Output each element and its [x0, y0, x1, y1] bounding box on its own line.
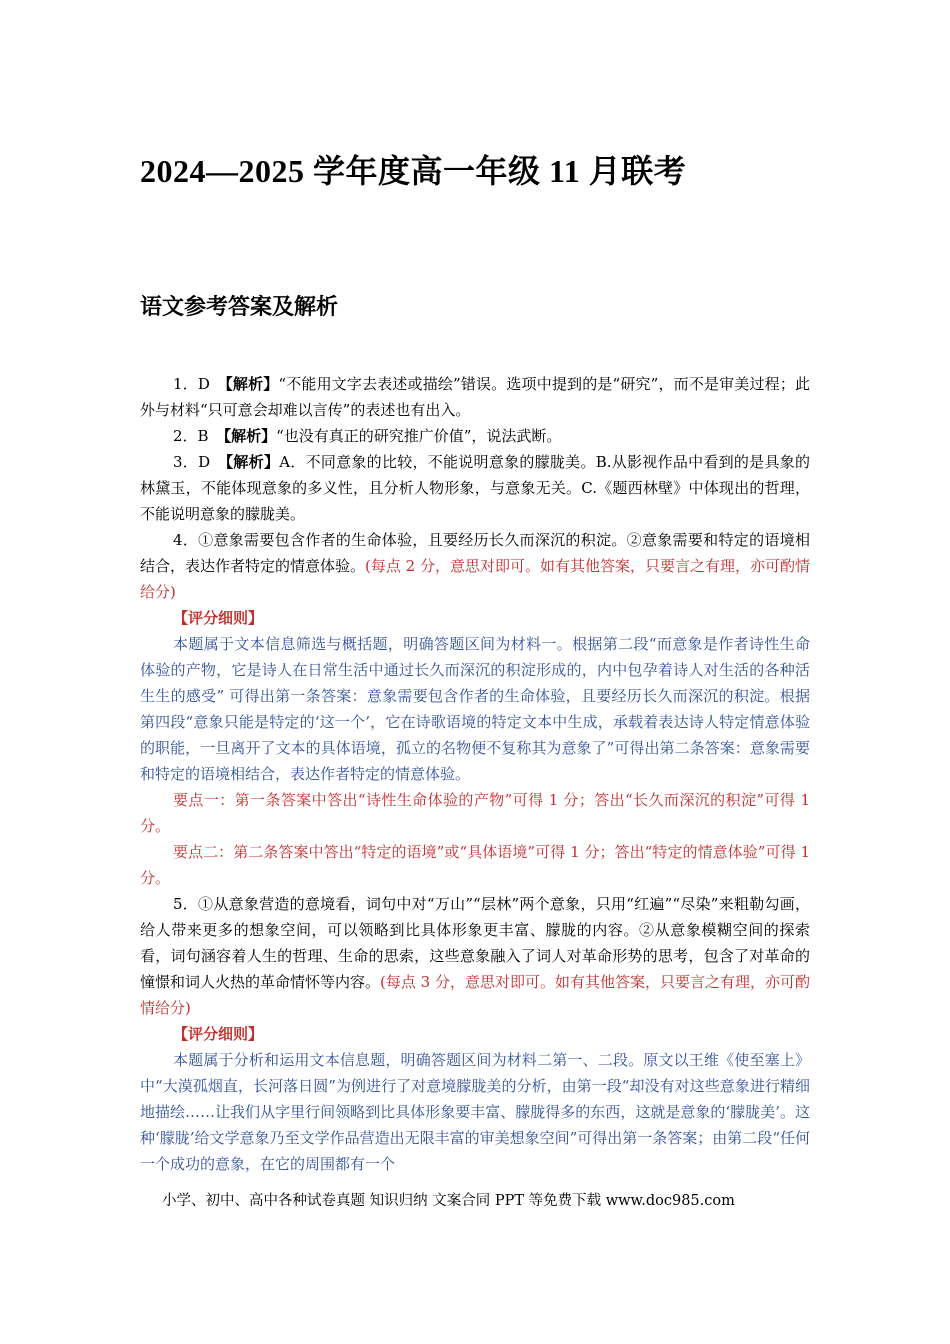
answer-2-head: 2．B [173, 427, 224, 445]
page-footer: 小学、初中、高中各种试卷真题 知识归纳 文案合同 PPT 等免费下载 www.doc985.com [162, 1193, 735, 1209]
answer-5 [140, 891, 810, 1021]
page-subtitle: 语文参考答案及解析 [140, 295, 339, 320]
answer-3 [140, 449, 810, 527]
answer-1-tag: 【解析】 [225, 375, 279, 393]
answer-4-point-1: 要点一：第一条答案中答出“诗性生命体验的产物”可得 1 分；答出“长久而深沉的积淀”可得 1 分。 [140, 791, 810, 835]
answer-body [140, 371, 810, 1177]
answer-3-head: 3．D [173, 453, 226, 471]
answer-4-score-note: (每点 2 分，意思对即可。如有其他答案，只要言之有理，亦可酌情给分) [140, 557, 810, 601]
answer-4-text: 4．①意象需要包含作者的生命体验，且要经历长久而深沉的积淀。②意象需要和特定的语境相结合，表达作者特定的情意体验。 [140, 531, 810, 575]
answer-1-text: “不能用文字去表述或描绘”错误。选项中提到的是“研究”，而不是审美过程；此外与材料“只可意会却难以言传”的表述也有出入。 [140, 375, 810, 419]
answer-1 [140, 371, 810, 423]
answer-5-explanation: 本题属于分析和运用文本信息题，明确答题区间为材料二第一、二段。原文以王维《使至塞上》中“大漠孤烟直，长河落日圆”为例进行了对意境朦胧美的分析，由第一段“却没有对这些意象进行精细地描绘……让我们从字里行间领略到比具体形象要丰富、朦胧得多的东西，这就是意象的‘朦胧美’。这种‘朦胧’给文学意象乃至文学作品营造出无限丰富的审美想象空间”可得出第一条答案；由第二段“任何一个成功的意象，在它的周围都有一个 [140, 1051, 810, 1173]
answer-2-tag: 【解析】 [223, 427, 277, 445]
answer-5-score-note: (每点 3 分，意思对即可。如有其他答案，只要言之有理，亦可酌情给分) [140, 973, 810, 1017]
answer-5-rules-label: 【评分细则】 [173, 1025, 264, 1043]
answer-2 [140, 423, 810, 449]
page-title: 2024—2025 学年度高一年级 11 月联考 [140, 153, 687, 189]
answer-3-tag: 【解析】 [225, 453, 280, 471]
answer-4-explanation: 本题属于文本信息筛选与概括题，明确答题区间为材料一。根据第二段“而意象是作者诗性生命体验的产物，它是诗人在日常生活中通过长久而深沉的积淀形成的，内中包孕着诗人对生活的各种活生生的感受” 可得出第一条答案：意象需要包含作者的生命体验，且要经历长久而深沉的积淀。根据第四段“意象只能是特定的‘这一个’，它在诗歌语境的特定文本中生成，承载着表达诗人特定情意体验的职能，一旦离开了文本的具体语境，孤立的名物便不复称其为意象了”可得出第二条答案：意象需要和特定的语境相结合，表达作者特定的情意体验。 [140, 635, 810, 783]
answer-4 [140, 527, 810, 605]
answer-1-head: 1．D [173, 375, 226, 393]
answer-4-rules-label: 【评分细则】 [173, 609, 264, 627]
answer-5-text: 5．①从意象营造的意境看，词句中对“万山”“层林”两个意象，只用“红遍”“尽染”来粗勒勾画，给人带来更多的想象空间，可以领略到比具体形象更丰富、朦胧的内容。②从意象模糊空间的探索看，词句涵容着人生的哲理、生命的思索，这些意象融入了词人对革命形势的思考，包含了对革命的憧憬和词人火热的革命情怀等内容。 [140, 895, 810, 991]
answer-3-text: A．不同意象的比较，不能说明意象的朦胧美。B.从影视作品中看到的是具象的林黛玉，不能体现意象的多义性，且分析人物形象，与意象无关。C.《题西林壁》中体现出的哲理，不能说明意象的朦胧美。 [140, 453, 810, 523]
answer-4-point-2: 要点二：第二条答案中答出“特定的语境”或“具体语境”可得 1 分；答出“特定的情意体验”可得 1 分。 [140, 843, 810, 887]
answer-2-text: “也没有真正的研究推广价值”，说法武断。 [276, 427, 562, 445]
